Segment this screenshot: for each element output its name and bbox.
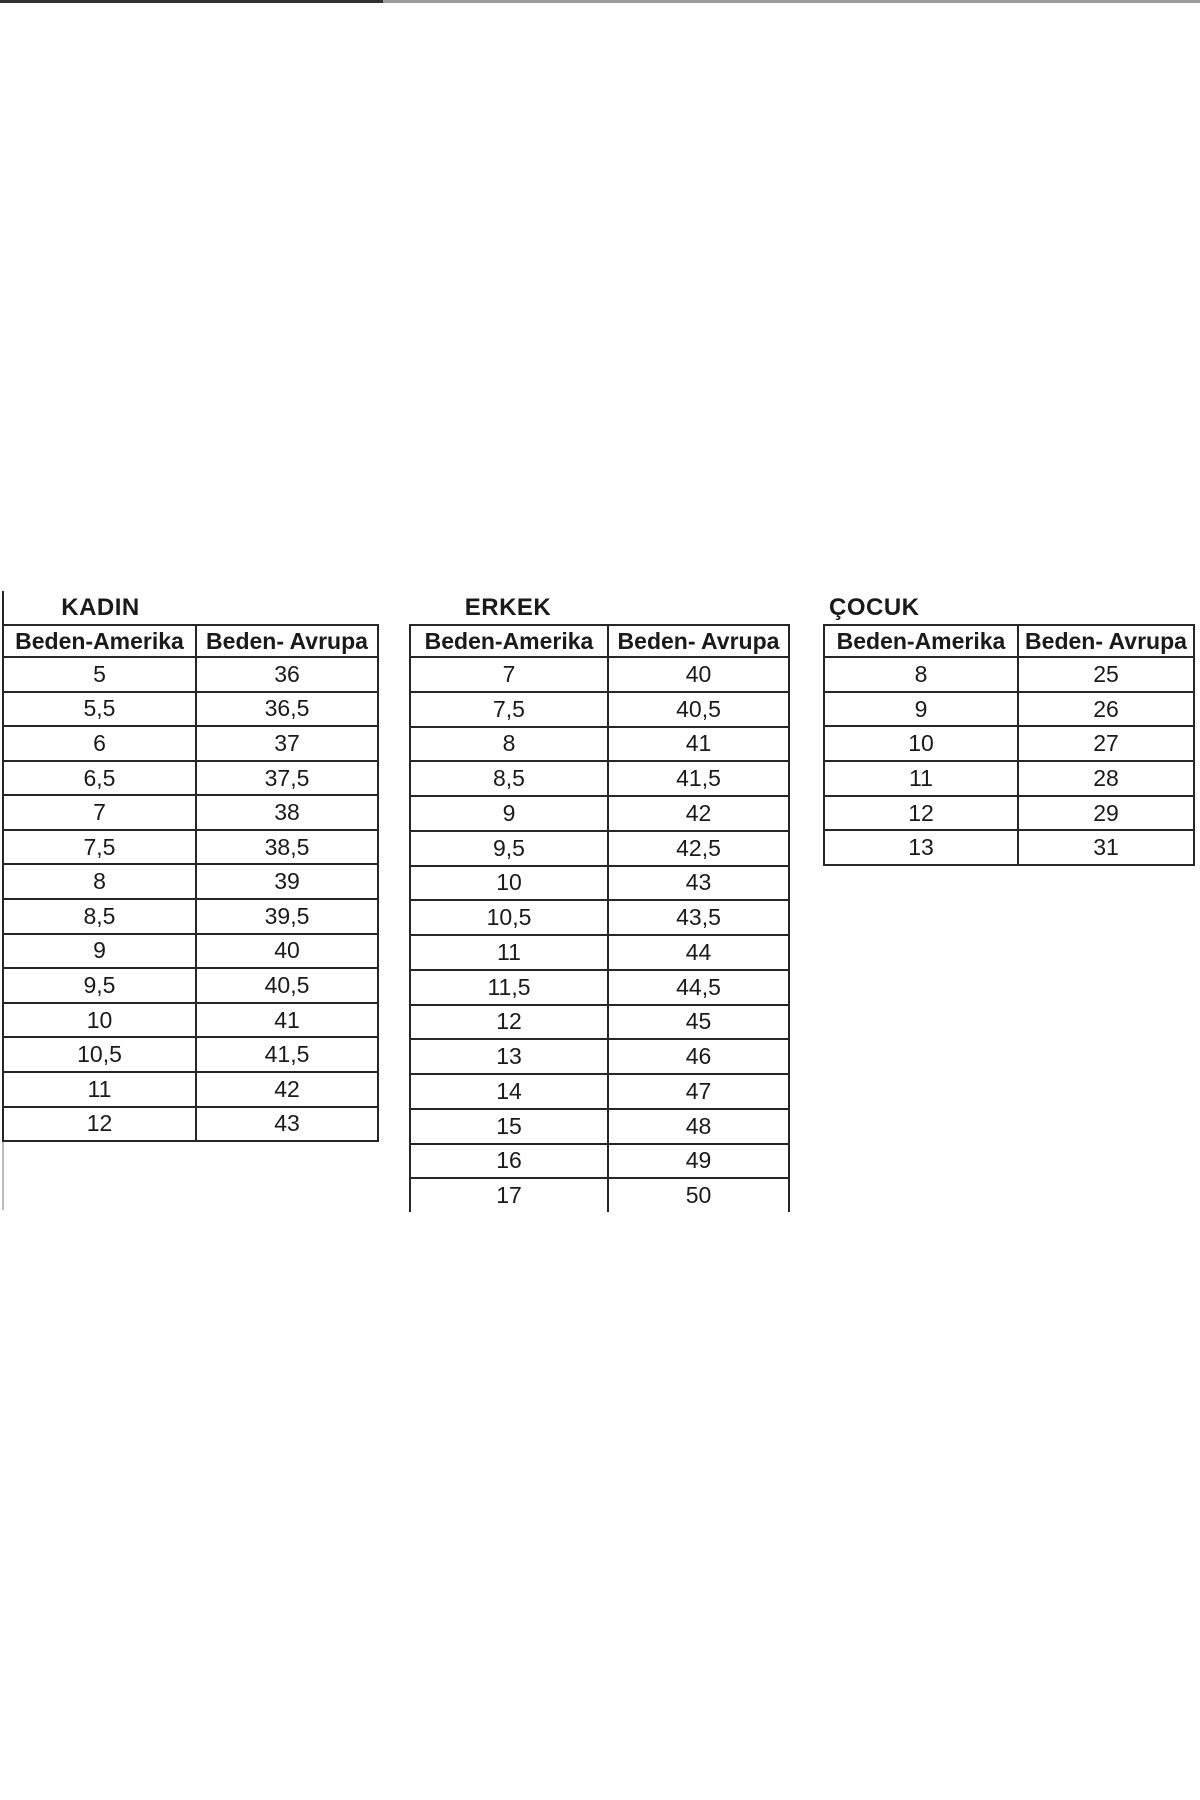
size-cell-amerika: 9: [825, 693, 1019, 726]
leftover-border-artifact: [2, 1142, 4, 1210]
size-cell-avrupa: 43: [274, 1110, 300, 1137]
kids-table-title-band: [823, 591, 1195, 624]
separator-line-light: [383, 0, 1200, 3]
size-cell-amerika: 7: [411, 658, 609, 691]
size-cell-avrupa: 48: [685, 1112, 712, 1139]
size-row: [825, 797, 1193, 832]
size-cell-amerika: 8: [411, 728, 609, 761]
separator-line-dark: [0, 0, 383, 3]
size-row: [411, 1075, 788, 1110]
size-cell-avrupa: 38: [274, 799, 300, 826]
size-cell-amerika: 14: [411, 1075, 609, 1108]
men-table-header-row: [411, 626, 788, 658]
size-row: [411, 867, 788, 902]
size-cell-amerika: 7,5: [4, 831, 197, 864]
size-cell-avrupa: 38,5: [264, 833, 310, 860]
size-cell-avrupa: 36: [274, 660, 300, 687]
size-cell-avrupa: 42,5: [676, 834, 721, 861]
men-table-title-band: [409, 591, 607, 624]
men-table-rows: [411, 658, 788, 1212]
size-cell-amerika: 10,5: [411, 901, 609, 934]
header-beden-amerika: Beden-Amerika: [825, 626, 1019, 656]
size-cell-avrupa: 28: [1093, 764, 1119, 791]
kids-table-rows: [825, 658, 1193, 864]
size-cell-amerika: 12: [4, 1108, 197, 1141]
size-row: [411, 1179, 788, 1212]
women-table-title: KADIN: [61, 593, 140, 621]
size-cell-amerika: 5: [4, 658, 197, 691]
size-cell-avrupa: 39: [274, 868, 300, 895]
size-row: [411, 901, 788, 936]
size-cell-avrupa: 40: [685, 660, 712, 687]
women-table-title-band: [2, 591, 379, 624]
size-cell-avrupa: 27: [1093, 730, 1119, 757]
size-cell-amerika: 7,5: [411, 693, 609, 726]
size-cell-avrupa: 31: [1093, 834, 1119, 861]
size-cell-avrupa: 42: [685, 799, 712, 826]
size-cell-avrupa: 49: [685, 1147, 712, 1174]
size-row: [4, 969, 377, 1004]
size-row: [825, 831, 1193, 864]
size-row: [4, 727, 377, 762]
size-cell-amerika: 13: [411, 1040, 609, 1073]
size-cell-avrupa: 41: [274, 1006, 300, 1033]
size-cell-avrupa: 46: [685, 1043, 712, 1070]
size-cell-amerika: 11: [825, 762, 1019, 795]
size-cell-avrupa: 44,5: [676, 973, 721, 1000]
size-row: [825, 693, 1193, 728]
size-cell-avrupa: 36,5: [264, 695, 310, 722]
size-row: [411, 971, 788, 1006]
size-row: [4, 796, 377, 831]
men-table-title: ERKEK: [464, 593, 552, 621]
size-row: [411, 658, 788, 693]
size-cell-amerika: 8: [825, 658, 1019, 691]
size-cell-amerika: 17: [411, 1179, 609, 1212]
size-row: [4, 900, 377, 935]
header-beden-avrupa: Beden- Avrupa: [206, 627, 368, 654]
size-cell-avrupa: 41: [685, 730, 712, 757]
size-cell-amerika: 8,5: [4, 900, 197, 933]
size-cell-amerika: 15: [411, 1110, 609, 1143]
size-row: [4, 693, 377, 728]
size-cell-avrupa: 47: [685, 1077, 712, 1104]
size-row: [411, 1110, 788, 1145]
size-row: [825, 727, 1193, 762]
size-cell-amerika: 16: [411, 1145, 609, 1178]
size-cell-avrupa: 42: [274, 1075, 300, 1102]
size-cell-avrupa: 40: [274, 937, 300, 964]
size-row: [411, 1040, 788, 1075]
size-cell-amerika: 11: [4, 1073, 197, 1106]
size-cell-avrupa: 37: [274, 729, 300, 756]
size-cell-amerika: 12: [825, 797, 1019, 830]
size-cell-amerika: 6: [4, 727, 197, 760]
size-row: [411, 728, 788, 763]
size-cell-amerika: 5,5: [4, 693, 197, 726]
size-cell-amerika: 9,5: [4, 969, 197, 1002]
size-cell-avrupa: 45: [685, 1008, 712, 1035]
women-size-table: [2, 624, 379, 1142]
size-cell-avrupa: 43: [685, 869, 712, 896]
size-row: [411, 832, 788, 867]
size-cell-amerika: 10,5: [4, 1038, 197, 1071]
header-beden-avrupa: Beden- Avrupa: [617, 627, 780, 654]
size-cell-amerika: 12: [411, 1006, 609, 1039]
size-row: [411, 1145, 788, 1180]
size-cell-avrupa: 37,5: [264, 764, 310, 791]
size-cell-avrupa: 44: [685, 938, 712, 965]
size-row: [4, 865, 377, 900]
size-row: [411, 797, 788, 832]
size-cell-avrupa: 25: [1093, 660, 1119, 687]
size-cell-amerika: 11,5: [411, 971, 609, 1004]
size-cell-amerika: 10: [411, 867, 609, 900]
size-row: [825, 658, 1193, 693]
header-beden-amerika: Beden-Amerika: [4, 626, 197, 656]
size-cell-amerika: 7: [4, 796, 197, 829]
size-row: [4, 762, 377, 797]
size-row: [825, 762, 1193, 797]
size-cell-avrupa: 41,5: [264, 1041, 310, 1068]
size-cell-avrupa: 43,5: [676, 904, 721, 931]
size-row: [4, 935, 377, 970]
size-cell-avrupa: 39,5: [264, 902, 310, 929]
size-row: [4, 1038, 377, 1073]
header-beden-amerika: Beden-Amerika: [411, 626, 609, 656]
size-row: [411, 936, 788, 971]
size-cell-avrupa: 40,5: [264, 971, 310, 998]
header-beden-avrupa: Beden- Avrupa: [1025, 627, 1187, 654]
size-cell-amerika: 11: [411, 936, 609, 969]
size-row: [411, 1006, 788, 1041]
kids-table-title: ÇOCUK: [829, 593, 920, 621]
size-cell-avrupa: 29: [1093, 799, 1119, 826]
size-row: [411, 693, 788, 728]
men-size-table: [409, 624, 790, 1212]
size-cell-amerika: 6,5: [4, 762, 197, 795]
women-table-rows: [4, 658, 377, 1140]
size-cell-avrupa: 41,5: [676, 765, 721, 792]
size-row: [4, 658, 377, 693]
size-cell-amerika: 9: [4, 935, 197, 968]
size-row: [4, 1073, 377, 1108]
women-table-header-row: [4, 626, 377, 658]
size-cell-avrupa: 50: [685, 1182, 712, 1209]
size-cell-amerika: 8: [4, 865, 197, 898]
size-cell-amerika: 9: [411, 797, 609, 830]
size-cell-avrupa: 40,5: [676, 695, 721, 722]
size-row: [4, 1108, 377, 1141]
kids-table-header-row: [825, 626, 1193, 658]
size-row: [4, 1004, 377, 1039]
size-cell-amerika: 13: [825, 831, 1019, 864]
size-row: [4, 831, 377, 866]
size-cell-amerika: 9,5: [411, 832, 609, 865]
size-cell-amerika: 10: [825, 727, 1019, 760]
size-cell-amerika: 8,5: [411, 762, 609, 795]
size-row: [411, 762, 788, 797]
size-cell-avrupa: 26: [1093, 695, 1119, 722]
size-cell-amerika: 10: [4, 1004, 197, 1037]
kids-size-table: [823, 624, 1195, 866]
